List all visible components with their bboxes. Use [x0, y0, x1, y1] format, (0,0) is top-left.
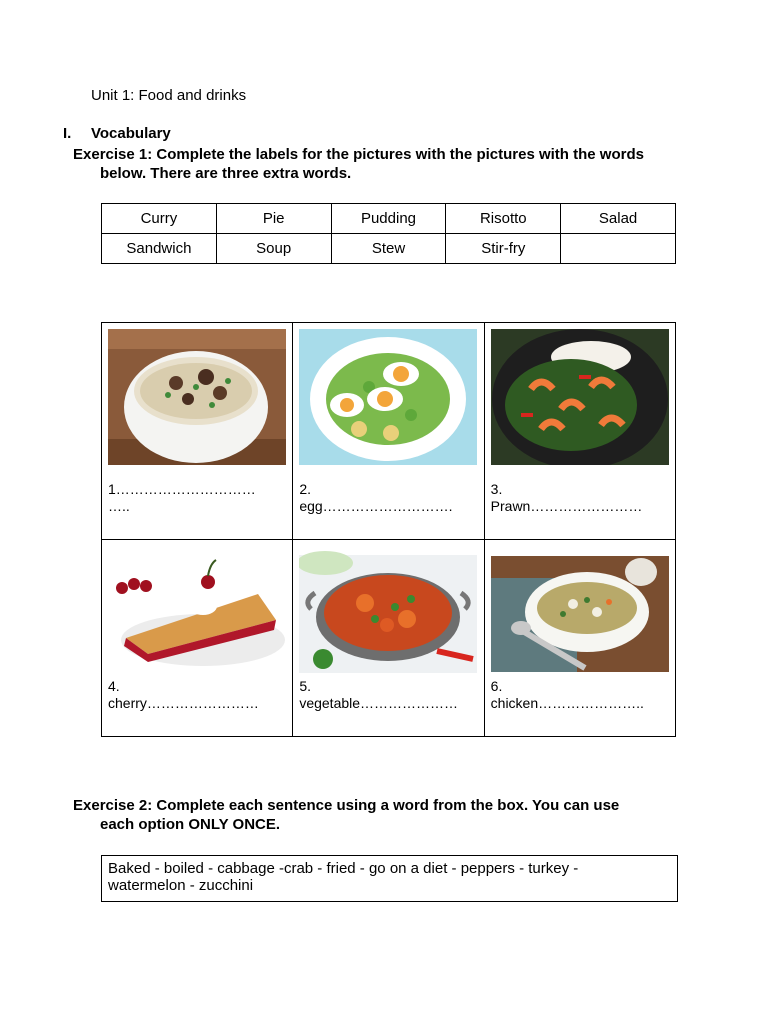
word-table	[101, 203, 676, 264]
picture-label-6-line-2: chicken…………………..	[490, 695, 644, 711]
risotto-photo	[108, 329, 286, 465]
word-table-row	[102, 204, 676, 234]
picture-cell-1	[102, 323, 293, 540]
picture-label-1-line-2: …..	[108, 498, 130, 514]
picture-cell-6	[484, 540, 675, 737]
word-cell: Risotto	[446, 204, 561, 234]
exercise-2-line-2: each option ONLY ONCE.	[100, 816, 281, 833]
picture-row	[102, 323, 676, 540]
word-cell	[561, 234, 676, 264]
section-title: Vocabulary	[91, 125, 171, 142]
exercise-1-line-1: Exercise 1: Complete the labels for the pictures with the pictures with the words	[73, 146, 644, 163]
prawn-stir-fry-photo	[491, 329, 669, 465]
picture-label-3-line-2: Prawn……………………	[490, 498, 643, 514]
picture-label-5-line-1: 5.	[299, 678, 312, 694]
word-cell: Curry	[102, 204, 217, 234]
picture-label-4-line-1: 4.	[108, 678, 120, 694]
word-cell: Sandwich	[102, 234, 217, 264]
word-cell: Stir-fry	[446, 234, 561, 264]
picture-cell-3	[484, 323, 675, 540]
vegetable-curry-photo	[299, 546, 477, 682]
exercise-1-line-2: below. There are three extra words.	[100, 165, 352, 182]
picture-label-3-line-1: 3.	[490, 481, 503, 497]
word-box-line-1: Baked - boiled - cabbage -crab - fried - go on a diet - peppers - turkey -	[108, 860, 579, 877]
word-box-line-2: watermelon - zucchini	[108, 877, 254, 894]
unit-title: Unit 1: Food and drinks	[91, 87, 247, 104]
picture-label-6-line-1: 6.	[490, 678, 503, 694]
word-cell: Pudding	[331, 204, 446, 234]
word-box	[101, 855, 678, 902]
section-heading	[63, 125, 171, 142]
word-table-row	[102, 234, 676, 264]
word-cell: Salad	[561, 204, 676, 234]
picture-cell-2	[293, 323, 484, 540]
word-cell: Soup	[216, 234, 331, 264]
exercise-2-instructions	[73, 796, 673, 834]
egg-salad-photo	[299, 329, 477, 465]
picture-label-1-line-1: 1…………………………	[108, 481, 256, 497]
section-number: I.	[63, 125, 72, 142]
exercise-1-instructions	[73, 145, 673, 183]
cherry-pie-photo	[108, 546, 286, 682]
picture-cell-5	[293, 540, 484, 737]
picture-label-2-line-2: egg……………………….	[299, 498, 453, 514]
picture-label-4-line-2: cherry……………………	[108, 695, 259, 711]
picture-cell-4	[102, 540, 293, 737]
word-cell: Stew	[331, 234, 446, 264]
picture-label-2-line-1: 2.	[299, 481, 312, 497]
picture-row	[102, 540, 676, 737]
word-cell: Pie	[216, 204, 331, 234]
picture-label-5-line-2: vegetable…………………	[299, 695, 459, 711]
exercise-2-line-1: Exercise 2: Complete each sentence using a word from the box. You can use	[73, 797, 620, 814]
picture-grid	[101, 322, 676, 737]
chicken-soup-photo	[491, 546, 669, 682]
